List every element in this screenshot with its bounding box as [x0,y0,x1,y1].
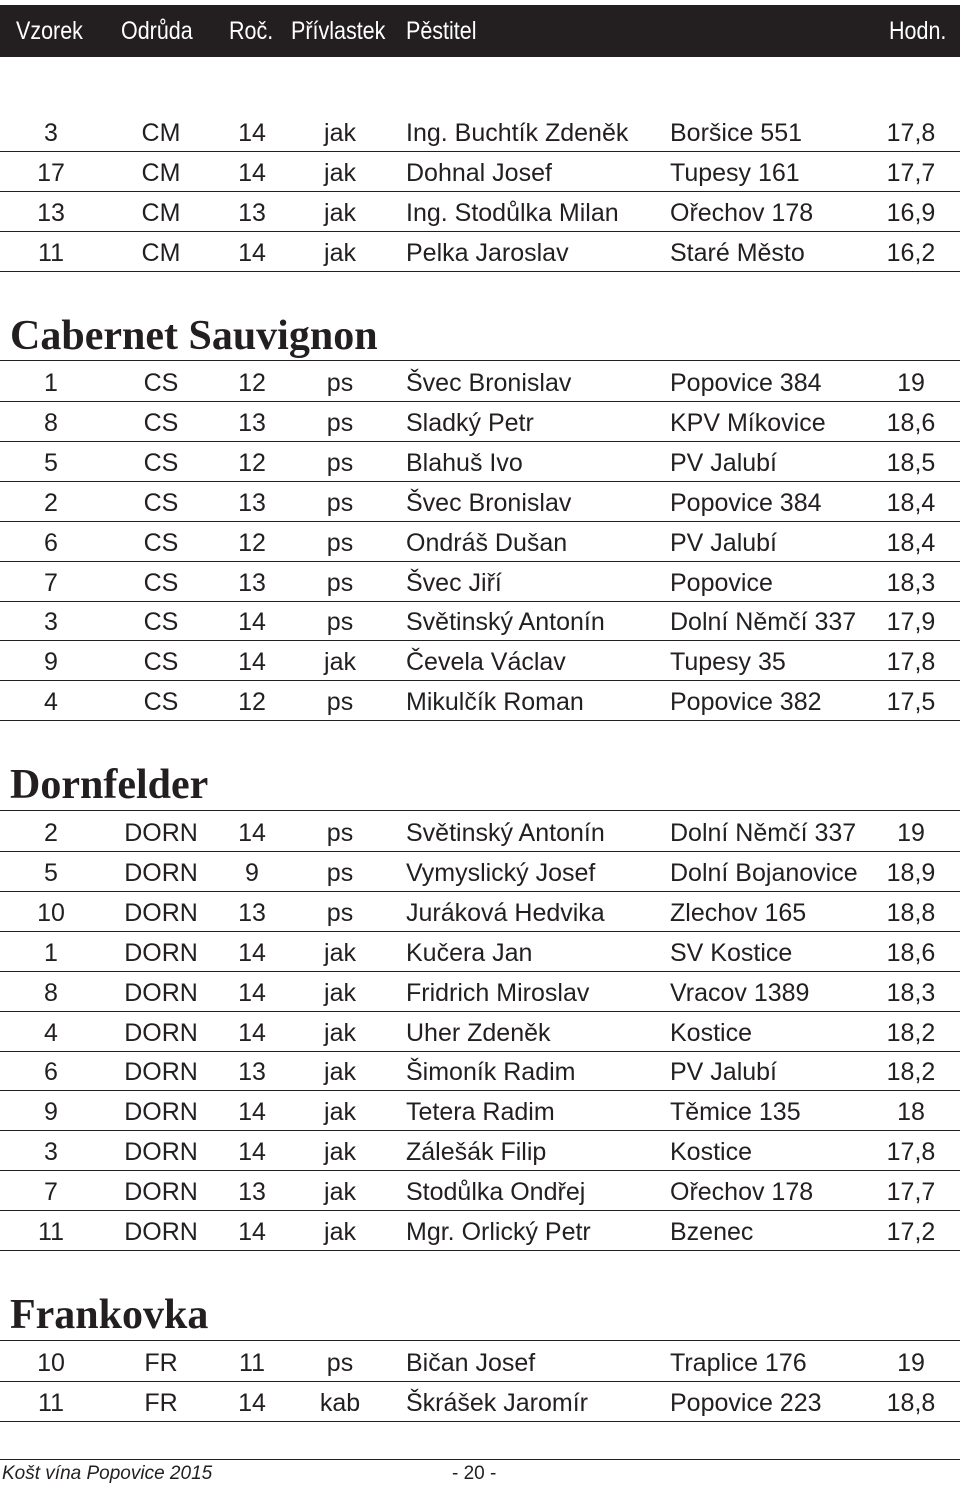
table-header-bar [0,5,960,57]
variety-code: CM [141,119,181,147]
vintage-year: 14 [238,1098,266,1127]
table-row [0,852,960,892]
grower-place: Zlechov 165 [670,898,807,927]
sample-number: 6 [44,528,58,557]
grower-place: Boršice 551 [670,119,803,147]
grower-name: Fridrich Miroslav [406,978,590,1007]
variety-code: CM [141,238,181,267]
sample-number: 1 [44,938,58,967]
grower-name: Juráková Hedvika [406,898,605,927]
predicate: jak [324,938,356,967]
grower-name: Ing. Buchtík Zdeněk [406,119,629,147]
variety-code: FR [144,1388,178,1417]
variety-code: DORN [124,1058,198,1087]
variety-code: DORN [124,1178,198,1207]
variety-code: CS [143,568,179,597]
variety-code: DORN [124,1018,198,1047]
predicate: ps [326,568,354,597]
predicate: ps [326,369,354,397]
table-row [0,972,960,1012]
sample-number: 3 [44,608,58,637]
score: 18,2 [886,1058,936,1087]
variety-code: CM [141,198,181,227]
vintage-year: 12 [238,528,266,557]
grower-place: Popovice 382 [670,688,822,717]
predicate: kab [319,1388,361,1417]
variety-code: DORN [124,858,198,887]
table-row [0,562,960,602]
score: 18,6 [886,938,936,967]
predicate: ps [326,488,354,517]
score: 17,8 [886,648,936,677]
variety-code: CS [143,448,179,477]
grower-name: Šimoník Radim [406,1058,576,1087]
predicate: ps [326,819,354,847]
table-row [0,812,960,852]
grower-name: Kučera Jan [406,938,533,967]
grower-name: Bičan Josef [406,1349,536,1377]
score: 17,2 [886,1218,936,1246]
vintage-year: 13 [238,408,266,437]
score: 17,8 [886,119,936,147]
sample-number: 8 [44,978,58,1007]
header-odruda: Odrůda [121,17,193,45]
table-row [0,892,960,932]
table-row [0,522,960,562]
score: 17,5 [886,688,936,717]
grower-place: Kostice [670,1018,752,1047]
score: 16,2 [886,238,936,267]
score: 18,4 [886,528,936,557]
section-title: Cabernet Sauvignon [10,313,378,359]
score: 18 [897,1098,925,1127]
sample-number: 5 [44,448,58,477]
vintage-year: 14 [238,648,266,677]
predicate: jak [324,648,356,677]
page-number: - 20 - [452,1463,497,1484]
predicate: ps [326,858,354,887]
sample-number: 3 [44,1138,58,1167]
sample-number: 11 [38,238,64,267]
section-divider [0,810,960,811]
predicate: ps [326,448,354,477]
sample-number: 7 [44,568,58,597]
grower-place: Popovice 223 [670,1388,822,1417]
score: 17,7 [886,158,936,187]
score: 19 [897,1349,925,1377]
score: 18,6 [886,408,936,437]
grower-place: PV Jalubí [670,448,778,477]
sample-number: 2 [44,488,58,517]
grower-place: Popovice 384 [670,488,822,517]
vintage-year: 11 [239,1349,265,1377]
score: 18,3 [886,568,936,597]
grower-place: Bzenec [670,1218,754,1246]
table-row [0,402,960,442]
variety-code: CS [143,369,179,397]
vintage-year: 12 [238,688,266,717]
vintage-year: 14 [238,608,266,637]
vintage-year: 13 [238,568,266,597]
score: 19 [897,819,925,847]
sample-number: 6 [44,1058,58,1087]
score: 17,9 [886,608,936,637]
sample-number: 4 [44,1018,58,1047]
grower-name: Sladký Petr [406,408,534,437]
predicate: jak [324,1138,356,1167]
predicate: jak [324,1018,356,1047]
grower-place: Těmice 135 [670,1098,801,1127]
sample-number: 7 [44,1178,58,1207]
vintage-year: 13 [238,898,266,927]
grower-name: Světinský Antonín [406,608,605,637]
variety-code: DORN [124,819,198,847]
grower-name: Švec Jiří [406,568,502,597]
vintage-year: 13 [238,488,266,517]
table-row [0,1091,960,1131]
grower-name: Švec Bronislav [406,369,572,397]
table-row [0,601,960,641]
table-row [0,1342,960,1382]
variety-code: CS [143,488,179,517]
vintage-year: 14 [238,1138,266,1167]
vintage-year: 14 [238,119,266,147]
predicate: ps [326,528,354,557]
section-divider [0,360,960,361]
grower-name: Mgr. Orlický Petr [406,1218,591,1246]
grower-name: Škrášek Jaromír [406,1388,588,1417]
predicate: jak [324,1058,356,1087]
sample-number: 10 [37,1349,65,1377]
predicate: jak [324,238,356,267]
grower-name: Ondráš Dušan [406,528,568,557]
score: 16,9 [886,198,936,227]
table-row [0,1382,960,1422]
sample-number: 10 [37,898,65,927]
grower-place: Tupesy 161 [670,158,800,187]
grower-place: Kostice [670,1138,752,1167]
vintage-year: 9 [245,858,259,887]
grower-name: Mikulčík Roman [406,688,584,717]
grower-place: Tupesy 35 [670,648,786,677]
predicate: jak [324,1218,356,1246]
footer-title: Košt vína Popovice 2015 [2,1463,213,1484]
variety-code: CM [141,158,181,187]
sample-number: 13 [37,198,65,227]
variety-code: DORN [124,1098,198,1127]
predicate: ps [326,688,354,717]
table-row [0,641,960,681]
variety-code: CS [143,648,179,677]
grower-name: Blahuš Ivo [406,448,523,477]
grower-name: Pelka Jaroslav [406,238,569,267]
grower-place: Dolní Němčí 337 [670,819,857,847]
table-row [0,1131,960,1171]
vintage-year: 14 [238,158,266,187]
grower-place: PV Jalubí [670,528,778,557]
grower-place: KPV Míkovice [670,408,826,437]
section-divider [0,1340,960,1341]
predicate: jak [324,1178,356,1207]
score: 18,2 [886,1018,936,1047]
variety-code: CS [143,608,179,637]
section-title: Dornfelder [10,762,209,808]
grower-name: Tetera Radim [406,1098,555,1127]
variety-code: DORN [124,978,198,1007]
predicate: ps [326,898,354,927]
sample-number: 9 [44,648,58,677]
vintage-year: 14 [238,238,266,267]
table-row [0,362,960,402]
vintage-year: 12 [238,448,266,477]
table-row [0,1012,960,1052]
grower-name: Světinský Antonín [406,819,605,847]
grower-place: Traplice 176 [670,1349,807,1377]
variety-code: DORN [124,1138,198,1167]
grower-place: Ořechov 178 [670,1178,814,1207]
sample-number: 5 [44,858,58,887]
grower-place: PV Jalubí [670,1058,778,1087]
variety-code: DORN [124,938,198,967]
predicate: ps [326,408,354,437]
table-row [0,112,960,152]
grower-place: Popovice [670,568,773,597]
sample-number: 2 [44,819,58,847]
table-row [0,1211,960,1251]
table-row [0,932,960,972]
grower-name: Čevela Václav [406,648,566,677]
vintage-year: 13 [238,1058,266,1087]
header-roc: Roč. [229,17,274,45]
vintage-year: 14 [238,938,266,967]
score: 18,3 [886,978,936,1007]
grower-place: Ořechov 178 [670,198,814,227]
grower-name: Švec Bronislav [406,488,572,517]
grower-place: Vracov 1389 [670,978,810,1007]
header-privlastek: Přívlastek [291,17,386,45]
table-row [0,1051,960,1091]
predicate: jak [324,198,356,227]
grower-name: Zálešák Filip [406,1138,547,1167]
vintage-year: 14 [238,1218,266,1246]
predicate: jak [324,158,356,187]
grower-name: Uher Zdeněk [406,1018,551,1047]
grower-place: Popovice 384 [670,369,822,397]
section-title: Frankovka [10,1292,209,1338]
score: 19 [897,369,925,397]
grower-name: Dohnal Josef [406,158,552,187]
table-row [0,192,960,232]
predicate: ps [326,608,354,637]
variety-code: DORN [124,898,198,927]
vintage-year: 14 [238,1388,266,1417]
table-row [0,1171,960,1211]
table-row [0,232,960,272]
vintage-year: 14 [238,819,266,847]
predicate: jak [324,1098,356,1127]
header-hodn: Hodn. [889,17,947,45]
header-vzorek: Vzorek [16,17,83,45]
grower-name: Ing. Stodůlka Milan [406,198,619,227]
predicate: ps [326,1349,354,1377]
predicate: jak [324,119,356,147]
score: 17,7 [886,1178,936,1207]
sample-number: 3 [44,119,58,147]
sample-number: 11 [38,1218,64,1246]
table-row [0,681,960,721]
grower-place: Dolní Bojanovice [670,858,858,887]
variety-code: CS [143,528,179,557]
variety-code: FR [144,1349,178,1377]
sample-number: 8 [44,408,58,437]
score: 18,5 [886,448,936,477]
grower-place: Dolní Němčí 337 [670,608,857,637]
vintage-year: 13 [238,1178,266,1207]
grower-name: Vymyslický Josef [406,858,596,887]
score: 17,8 [886,1138,936,1167]
vintage-year: 12 [238,369,266,397]
score: 18,8 [886,1388,936,1417]
sample-number: 11 [38,1388,64,1417]
grower-name: Stodůlka Ondřej [406,1178,586,1207]
sample-number: 4 [44,688,58,717]
table-row [0,482,960,522]
grower-place: SV Kostice [670,938,793,967]
vintage-year: 13 [238,198,266,227]
vintage-year: 14 [238,1018,266,1047]
table-row [0,152,960,192]
vintage-year: 14 [238,978,266,1007]
footer-divider [0,1459,960,1460]
score: 18,4 [886,488,936,517]
sample-number: 1 [44,369,58,397]
table-row [0,442,960,482]
grower-place: Staré Město [670,238,805,267]
variety-code: CS [143,408,179,437]
sample-number: 9 [44,1098,58,1127]
score: 18,8 [886,898,936,927]
sample-number: 17 [37,158,65,187]
predicate: jak [324,978,356,1007]
score: 18,9 [886,858,936,887]
variety-code: CS [143,688,179,717]
header-pestitel: Pěstitel [406,17,477,45]
variety-code: DORN [124,1218,198,1246]
